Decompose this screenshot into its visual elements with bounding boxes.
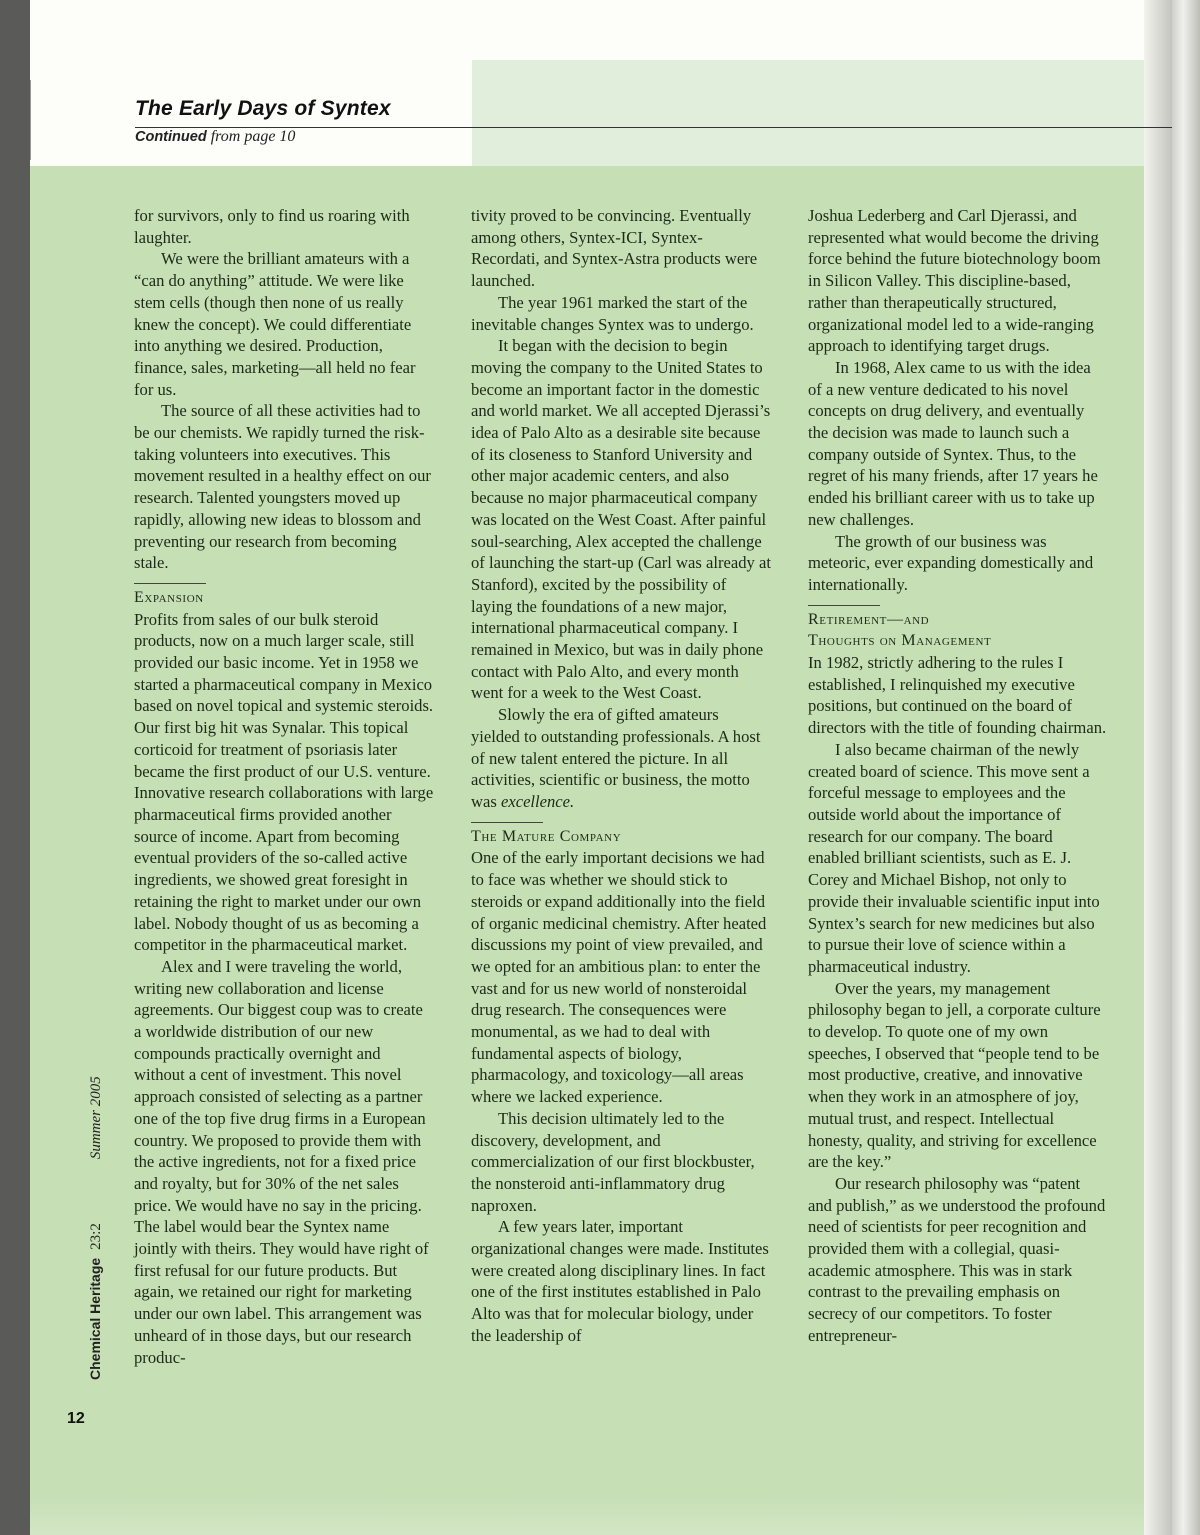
paragraph: I also became chairman of the newly created board of science. This move sent a forceful message to employees and the outside world about the importance of research for our company. The board enabled brilliant scientists, such as E. J. Corey and Michael Bishop, not only to provide their invaluable scientific input into Syntex’s search for new medicines but also to pursue their love of science within a pharmaceutical industry.	[808, 739, 1100, 976]
section-heading-retirement	[808, 609, 1108, 652]
paragraph: Over the years, my management philosophy began to jell, a corporate culture to develop. To quote one of my own speeches, I observed that “people tend to be most productive, creative, and innovative when they work in an atmosphere of joy, mutual trust, and respect. Intellectual honesty, quality, and striving for excellence are the key.”	[808, 978, 1101, 1172]
paragraph: A few years later, important organizational changes were made. Institutes were created along disciplinary lines. In fact one of the first institutes established in Palo Alto was that for molecular biology, under the leadership of	[471, 1217, 769, 1345]
paragraph: Alex and I were traveling the world, writing new collaboration and license agreements. Our biggest coup was to create a worldwide distribution of our new compounds practically overnight and without a cent of investment. This novel approach consisted of selecting as a partner one of the top five drug firms in a European country. We proposed to provide them with the active ingredients, not for a fixed price and royalty, but for 30% of the net sales price. We would have no say in the pricing. The label would bear the Syntex name jointly with theirs. They would have right of first refusal for our future products. But again, we retained our right for marketing under our own label. This arrangement was unheard of in those days, but our research produc-	[134, 956, 429, 1367]
article-title: The Early Days of Syntex	[135, 97, 391, 120]
continued-note	[135, 128, 295, 146]
binding-mark	[30, 80, 31, 160]
text-column-3	[808, 205, 1108, 1347]
section-rule	[808, 605, 880, 606]
spine-shadow	[1144, 0, 1172, 1535]
paragraph: The growth of our business was meteoric, ever expanding domestically and internationally.	[808, 531, 1094, 594]
paragraph: tivity proved to be convincing. Eventually among others, Syntex-ICI, Syntex-Recordati, and Syntex-Astra products were launched.	[471, 206, 758, 291]
section-rule	[471, 822, 543, 823]
journal-issue: 23:2	[88, 1223, 104, 1250]
paragraph: The year 1961 marked the start of the inevitable changes Syntex was to undergo.	[471, 292, 754, 334]
paragraph: In 1982, strictly adhering to the rules I established, I relinquished my executive positions, but continued on the board of directors with the title of founding chairman.	[808, 653, 1107, 738]
heading-line-1: Retirement—and	[808, 610, 930, 628]
continued-label: Continued	[135, 129, 207, 145]
running-footer	[87, 1076, 105, 1380]
paragraph: Joshua Lederberg and Carl Djerassi, and represented what would become the driving force behind the future biotechnology boom in Silicon Valley. This discipline-based, rather than therapeutically structured, organizational model led to a wide-ranging approach to identifying target drugs.	[808, 206, 1101, 356]
footer-green-panel	[30, 1496, 1172, 1535]
section-rule	[134, 583, 206, 584]
page-edge	[1172, 0, 1200, 1535]
continued-page-ref: from page 10	[210, 128, 296, 145]
page-number: 12	[67, 1410, 85, 1427]
paragraph: It began with the decision to begin moving the company to the United States to become an important factor in the domestic and world market. We all accepted Djerassi’s idea of Palo Alto as a desirable site because of its closeness to Stanford University and other major academic centers, and also because no major pharmaceutical company was located on the West Coast. After painful soul-searching, Alex accepted the challenge of launching the start-up (Carl was already at Stanford), excited by the possibility of laying the foundations of a new major, international pharmaceutical company. I remained in Mexico, but was in daily phone contact with Palo Alto, and every month went for a week to the West Coast.	[471, 336, 771, 703]
magazine-page	[30, 0, 1172, 1535]
paragraph: for survivors, only to find us roaring with laughter.	[134, 206, 410, 247]
paragraph: Our research philosophy was “patent and publish,” as we understood the profound need of scientists for peer recognition and provided them with a collegial, quasi-academic atmosphere. This was in stark contrast to the prevailing emphasis on secrecy of our competitors. To foster entrepreneur-	[808, 1173, 1106, 1345]
paragraph	[471, 704, 771, 813]
text-column-1	[134, 205, 434, 1368]
paragraph: The source of all these activities had to be our chemists. We rapidly turned the risk-taking volunteers into executives. This movement resulted in a healthy effect on our research. Talented youngsters moved up rapidly, allowing new ideas to blossom and preventing our research from becoming stale.	[134, 401, 431, 573]
paragraph: This decision ultimately led to the discovery, development, and commercialization of our first blockbuster, the nonsteroid anti-inflammatory drug naproxen.	[471, 1108, 755, 1215]
text-column-2	[471, 205, 771, 1347]
paragraph: We were the brilliant amateurs with a “can do anything” attitude. We were like stem cells (though then none of us really knew the concept). We could differentiate into anything we desired. Production, finance, sales, marketing—all held no fear for us.	[134, 249, 416, 399]
section-heading-expansion: Expansion	[134, 588, 204, 606]
paragraph: One of the early important decisions we had to face was whether we should stick to steroids or expand additionally into the field of organic medicinal chemistry. After heated discussions my point of view prevailed, and we opted for an ambitious plan: to enter the vast and for us new world of nonsteroidal drug research. The consequences were monumental, as we had to deal with fundamental aspects of biology, pharmacology, and toxicology—all areas where we lacked experience.	[471, 848, 767, 1107]
emphasized-word: excellence.	[500, 791, 575, 811]
header-green-panel	[472, 60, 1172, 166]
paragraph-text: Slowly the era of gifted amateurs yielded to outstanding professionals. A host of new talent entered the picture. In all activities, scientific or business, the motto was	[471, 705, 761, 811]
paragraph: In 1968, Alex came to us with the idea of a new venture dedicated to his novel concepts on drug delivery, and eventually the decision was made to launch such a company outside of Syntex. Thus, to the regret of his many friends, after 17 years he ended his brilliant career with us to take up new challenges.	[808, 357, 1098, 529]
journal-name: Chemical Heritage	[87, 1257, 103, 1380]
paragraph: Profits from sales of our bulk steroid products, now on a much larger scale, still provided our basic income. Yet in 1958 we started a pharmaceutical company in Mexico based on novel topical and systemic steroids. Our first big hit was Synalar. This topical corticoid for treatment of psoriasis later became the first product of our U.S. venture. Innovative research collaborations with large pharmaceutical firms provided another source of income. Apart from becoming eventual providers of the so-called active ingredients, we showed great foresight in retaining the right to market under our own label. Nobody thought of us as becoming a competitor in the pharmaceutical market.	[134, 609, 434, 955]
heading-line-2: Thoughts on Management	[808, 632, 992, 650]
section-heading-mature-company: The Mature Company	[471, 827, 622, 845]
issue-date: Summer 2005	[88, 1076, 104, 1160]
